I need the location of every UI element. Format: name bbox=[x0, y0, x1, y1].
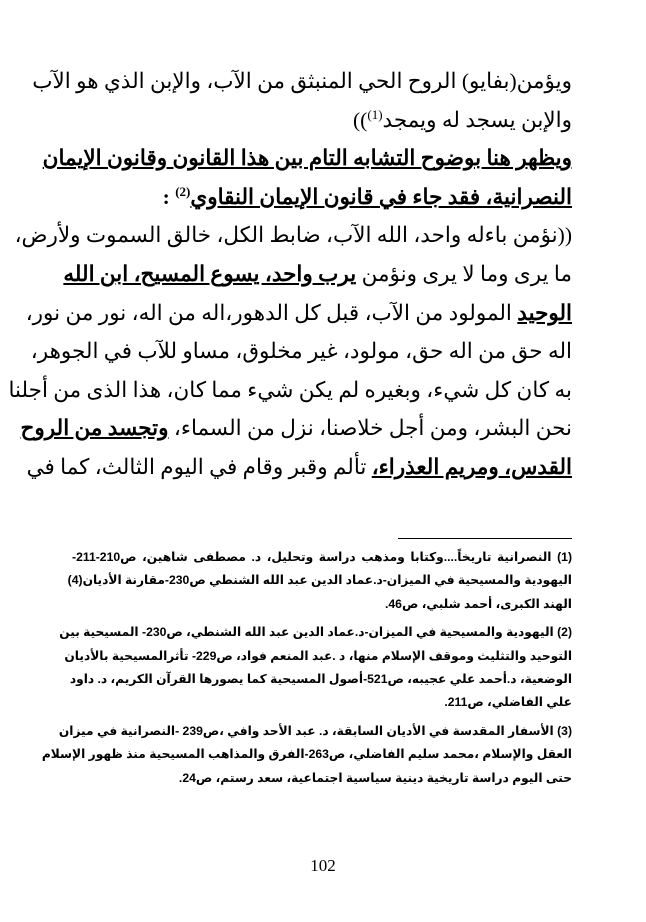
body-line-3: ويظهر هنا بوضوح التشابه التام بين هذا القانون وقانون الإيمان bbox=[42, 146, 572, 171]
body-line-11 bbox=[26, 448, 572, 487]
main-text bbox=[8, 62, 572, 487]
body-line-10 bbox=[20, 409, 572, 448]
footnote-2-line-4: علي الفاضلي، ص211. bbox=[444, 695, 572, 710]
body-line-6-plain: ما يرى وما لا يرى ونؤمن bbox=[361, 261, 572, 286]
footnote-1-line-1: (1) النصرانية تاريخاً....وكتابا ومذهب دراسة وتحليل، د. مصطفى شاهين، ص210-211- bbox=[72, 550, 572, 564]
footnote-2 bbox=[59, 621, 572, 715]
body-line-4-text: النصرانية، فقد جاء في قانون الإيمان النقاوي bbox=[190, 184, 572, 209]
footnote-3 bbox=[41, 720, 572, 790]
body-line-7-plain: المولود من الآب، قبل كل الدهور،اله من اله، نور من نور، bbox=[25, 300, 512, 325]
footnote-3-line-2: العقل والإسلام ،محمد سليم الفاضلي، ص263-الفرق والمذاهب المسيحية منذ ظهور الإسلام bbox=[41, 747, 572, 762]
footnote-1-line-2: اليهودية والمسيحية في الميزان-د.عماد الدين عبد الله الشنطي ص230-مقارنة الأديان(4) bbox=[67, 573, 572, 588]
body-line-1: ويؤمن(بفايو) الروح الحي المنبثق من الآب، والإبن الذي هو الآب bbox=[32, 69, 572, 93]
body-line-11-emph: القدس، ومريم العذراء، bbox=[371, 454, 572, 479]
footnote-2-line-3: الوضعية، د.أحمد علي عجيبه، ص521-أصول المسيحية كما يصورها القرآن الكريم، د. داود bbox=[69, 672, 572, 687]
body-line-10-plain: نحن البشر، ومن أجل خلاصنا، نزل من السماء، bbox=[173, 416, 572, 441]
colon: : bbox=[162, 184, 176, 209]
body-line-9: به كان كل شيء، وبغيره لم يكن شيء مما كان، هذا الذى من أجلنا bbox=[8, 377, 572, 402]
footnote-2-line-2: التوحيد والتثليث وموقف الإسلام منها، د .عبد المنعم فواد، ص229- تأثرالمسيحية بالأديان bbox=[64, 648, 572, 663]
footnote-1 bbox=[67, 546, 572, 616]
footnote-2-line-1: (2) اليهودية والمسيحية في الميزان-د.عماد الدين عبد الله الشنطي، ص230- المسيحية بين bbox=[59, 625, 572, 640]
footnote-3-line-3: حتى اليوم دراسة تاريخية دينية سياسية اجتماعية، سعد رستم، ص24. bbox=[178, 770, 572, 785]
footnote-separator bbox=[398, 538, 572, 539]
footnote-ref-1: (1) bbox=[367, 106, 383, 122]
body-line-4 bbox=[72, 178, 572, 217]
closing-parens: )) bbox=[353, 107, 368, 132]
body-line-2-text: والإبن يسجد له ويمجد bbox=[382, 107, 572, 132]
body-line-11-plain: تألم وقبر وقام في اليوم الثالث، كما في bbox=[26, 454, 367, 479]
body-line-5: ((نؤمن باءله واحد، الله الآب، ضابط الكل، خالق السموت ولأرض، bbox=[14, 223, 572, 248]
body-line-7-emph: الوحيد bbox=[517, 300, 572, 325]
footnote-1-line-3: الهند الكبرى، أحمد شلبي، ص46. bbox=[385, 596, 572, 611]
footnote-3-line-1: (3) الأسفار المقدسة في الأديان السابقة، د. عبد الأحد وافي ،ص239 -النصرانية في ميزان bbox=[58, 723, 572, 738]
body-line-6-emph: يرب واحد، يسوع المسيح، ابن الله bbox=[63, 261, 357, 286]
page-number: 102 bbox=[310, 856, 336, 875]
body-line-8: اله حق من اله حق، مولود، غير مخلوق، مساو للآب في الجوهر، bbox=[30, 339, 572, 364]
body-line-6 bbox=[63, 255, 572, 294]
body-line-7 bbox=[25, 294, 572, 333]
footnote-ref-2: (2) bbox=[175, 183, 191, 199]
footnotes bbox=[41, 546, 572, 795]
body-line-10-emph: وتجسد من الروح bbox=[20, 416, 169, 441]
body-line-2 bbox=[72, 101, 572, 140]
